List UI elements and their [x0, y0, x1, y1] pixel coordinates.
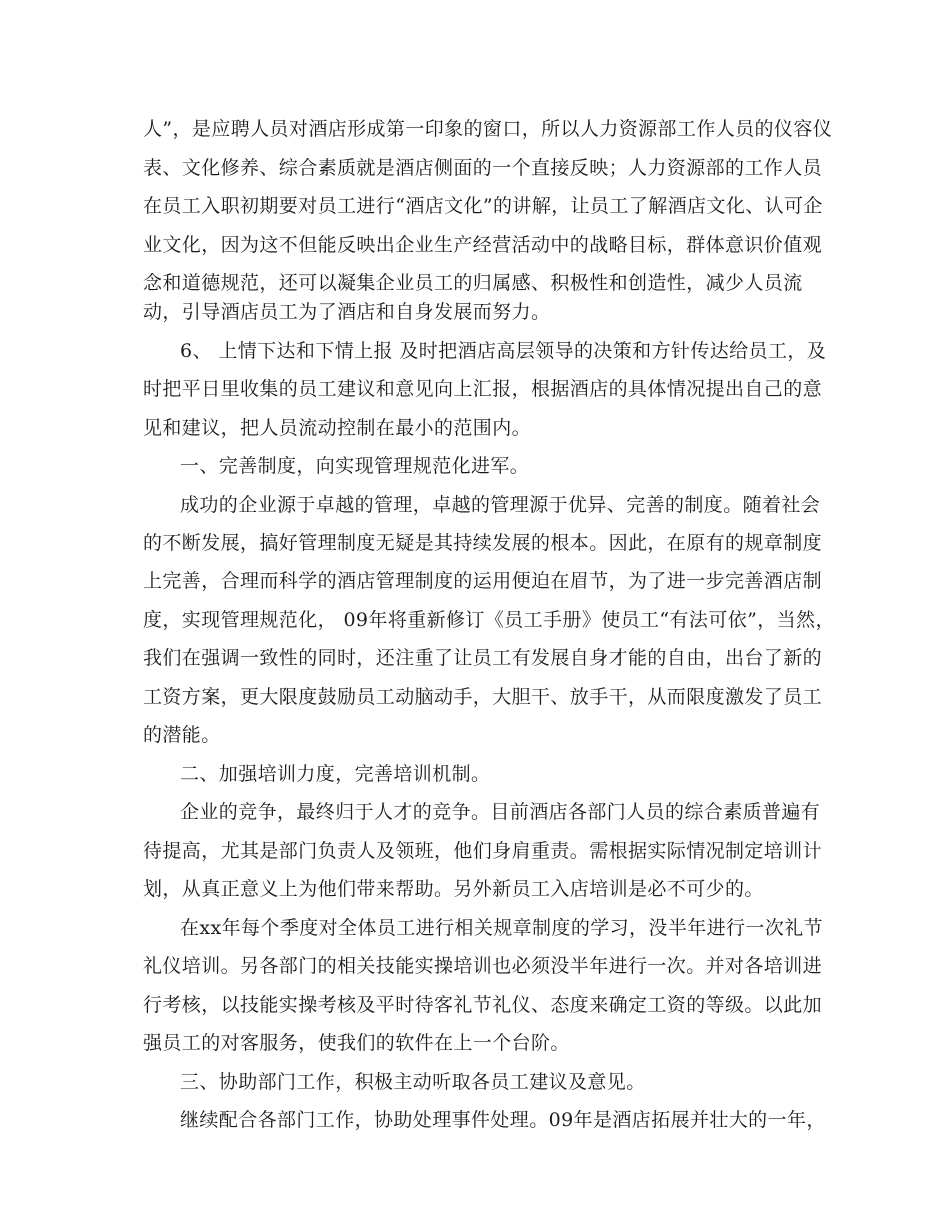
text-line: 人”，是应聘人员对酒店形成第一印象的窗口，所以人力资源部工作人员的仪容仪 — [143, 118, 833, 140]
text-line: 成功的企业源于卓越的管理，卓越的管理源于优异、完善的制度。随着社会 — [180, 494, 821, 516]
text-line: 动，引导酒店员工为了酒店和自身发展而努力。 — [143, 301, 551, 323]
text-line: 时把平日里收集的员工建议和意见向上汇报，根据酒店的具体情况提出自己的意 — [143, 378, 823, 400]
text-line: 在员工入职初期要对员工进行“酒店文化”的讲解，让员工了解酒店文化、认可企 — [143, 195, 823, 217]
text-line: 表、文化修养、综合素质就是酒店侧面的一个直接反映；人力资源部的工作人员 — [143, 157, 823, 179]
text-line: 6、 上情下达和下情上报 及时把酒店高层领导的决策和方针传达给员工，及 — [180, 340, 827, 362]
text-line: 在xx年每个季度对全体员工进行相关规章制度的学习，没半年进行一次礼节 — [180, 917, 824, 939]
text-line: 行考核，以技能实操考核及平时待客礼节礼仪、态度来确定工资的等级。以此加 — [143, 994, 823, 1016]
text-line: 上完善，合理而科学的酒店管理制度的运用便迫在眉节，为了进一步完善酒店制 — [143, 570, 823, 592]
section-heading: 二、加强培训力度，完善培训机制。 — [180, 763, 491, 785]
text-line: 礼仪培训。另各部门的相关技能实操培训也必须没半年进行一次。并对各培训进 — [143, 955, 823, 977]
text-line: 念和道德规范，还可以凝集企业员工的归属感、积极性和创造性，减少人员流 — [143, 272, 803, 294]
text-line: 我们在强调一致性的同时，还注重了让员工有发展自身才能的自由，出台了新的 — [143, 647, 823, 669]
text-line: 待提高，尤其是部门负责人及领班，他们身肩重责。需根据实际情况制定培训计 — [143, 840, 823, 862]
text-line: 的不断发展，搞好管理制度无疑是其持续发展的根本。因此，在原有的规章制度 — [143, 532, 823, 554]
text-line: 的潜能。 — [143, 724, 221, 746]
section-heading: 一、完善制度，向实现管理规范化进军。 — [180, 455, 530, 477]
text-line: 企业的竞争，最终归于人才的竞争。目前酒店各部门人员的综合素质普遍有 — [180, 801, 821, 823]
text-line: 划，从真正意义上为他们带来帮助。另外新员工入店培训是必不可少的。 — [143, 878, 764, 900]
text-line: 强员工的对客服务，使我们的软件在上一个台阶。 — [143, 1032, 570, 1054]
section-heading: 三、协助部门工作，积极主动听取各员工建议及意见。 — [180, 1071, 646, 1093]
text-line: 工资方案，更大限度鼓励员工动脑动手，大胆干、放手干，从而限度激发了员工 — [143, 686, 823, 708]
text-line: 见和建议，把人员流动控制在最小的范围内。 — [143, 417, 532, 439]
text-line: 业文化，因为这不但能反映出企业生产经营活动中的战略目标，群体意识价值观 — [143, 234, 823, 256]
text-line: 继续配合各部门工作，协助处理事件处理。09年是酒店拓展并壮大的一年， — [180, 1109, 826, 1131]
text-line: 度，实现管理规范化， 09年将重新修订《员工手册》使员工“有法可依”，当然， — [143, 609, 835, 631]
